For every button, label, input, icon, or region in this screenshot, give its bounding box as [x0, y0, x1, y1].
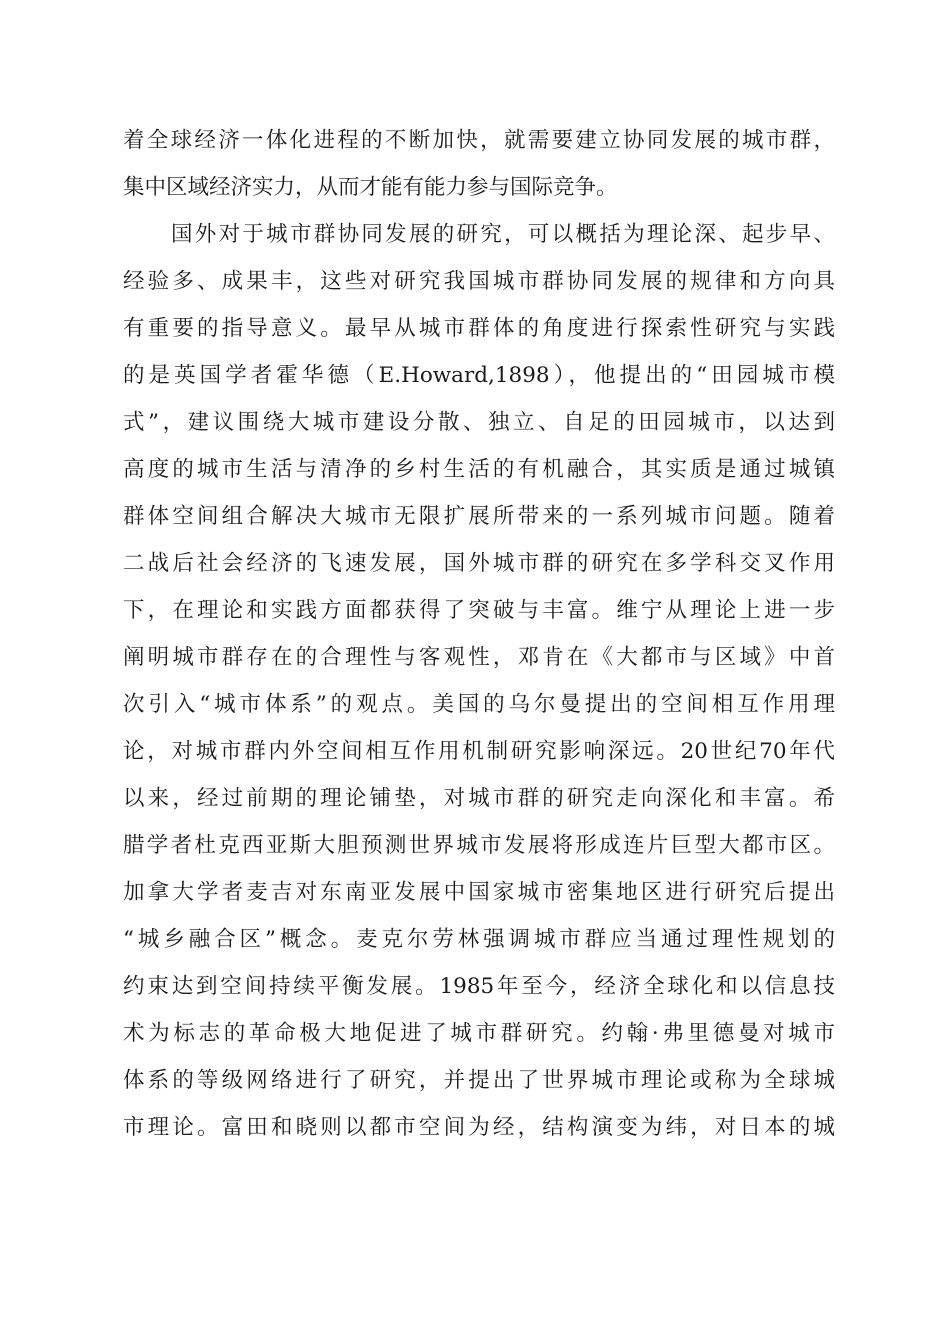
text-line: 集中区域经济实力，从而才能有能力参与国际竞争。 — [123, 175, 618, 200]
text-line: 式”，建议围绕大城市建设分散、独立、自足的田园城市，以达到 — [123, 410, 835, 435]
text-line: 次引入“城市体系”的观点。美国的乌尔曼提出的空间相互作用理 — [123, 692, 835, 717]
text-line: 二战后社会经济的飞速发展，国外城市群的研究在多学科交叉作用 — [123, 551, 835, 576]
text-line: 国外对于城市群协同发展的研究，可以概括为理论深、起步早、 — [171, 222, 835, 247]
paragraph-2 — [123, 211, 835, 1151]
text-line: 有重要的指导意义。最早从城市群体的角度进行探索性研究与实践 — [123, 316, 835, 341]
text-line: 腊学者杜克西亚斯大胆预测世界城市发展将形成连片巨型大都市区。 — [123, 833, 835, 858]
document-page — [123, 117, 835, 1151]
text-line: 着全球经济一体化进程的不断加快，就需要建立协同发展的城市群， — [123, 128, 835, 153]
text-line: 体系的等级网络进行了研究，并提出了世界城市理论或称为全球城 — [123, 1068, 835, 1093]
text-line: 阐明城市群存在的合理性与客观性，邓肯在《大都市与区域》中首 — [123, 645, 835, 670]
text-line: 市理论。富田和晓则以都市空间为经，结构演变为纬，对日本的城 — [123, 1115, 835, 1140]
text-line: “城乡融合区”概念。麦克尔劳林强调城市群应当通过理性规划的 — [123, 927, 835, 952]
text-line: 群体空间组合解决大城市无限扩展所带来的一系列城市问题。随着 — [123, 504, 835, 529]
text-line: 术为标志的革命极大地促进了城市群研究。约翰·弗里德曼对城市 — [123, 1021, 835, 1046]
text-line: 以来，经过前期的理论铺垫，对城市群的研究走向深化和丰富。希 — [123, 786, 835, 811]
text-line: 约束达到空间持续平衡发展。1985年至今，经济全球化和以信息技 — [123, 974, 835, 999]
text-line: 论，对城市群内外空间相互作用机制研究影响深远。20世纪70年代 — [123, 739, 835, 764]
text-line: 的是英国学者霍华德（E.Howard,1898），他提出的“田园城市模 — [123, 363, 835, 388]
text-line: 下，在理论和实践方面都获得了突破与丰富。维宁从理论上进一步 — [123, 598, 835, 623]
text-line: 经验多、成果丰，这些对研究我国城市群协同发展的规律和方向具 — [123, 269, 835, 294]
text-line: 加拿大学者麦吉对东南亚发展中国家城市密集地区进行研究后提出 — [123, 880, 835, 905]
paragraph-1 — [123, 117, 835, 211]
text-line: 高度的城市生活与清净的乡村生活的有机融合，其实质是通过城镇 — [123, 457, 835, 482]
